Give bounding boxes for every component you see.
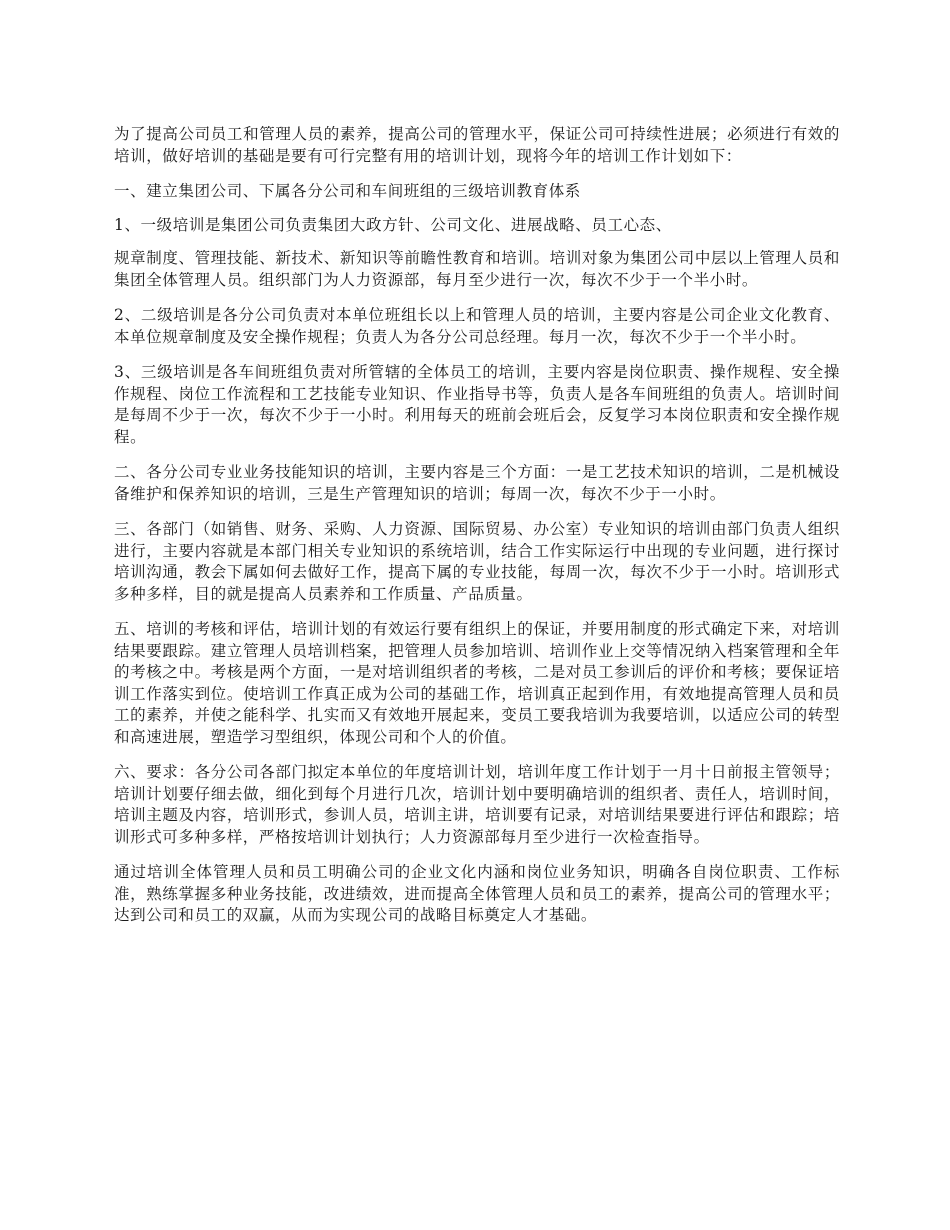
section-5-paragraph: 五、培训的考核和评估，培训计划的有效运行要有组织上的保证，并要用制度的形式确定下来，对培训结果要跟踪。建立管理人员培训档案，把管理人员参加培训、培训作业上交等情况纳入档案管理和全年的考核之中。考核是两个方面，一是对培训组织者的考核，二是对员工参训后的评价和考核；要保证培训工作落实到位。使培训工作真正成为公司的基础工作，培训真正起到作用，有效地提高管理人员和员工的素养，并使之能科学、扎实而又有效地开展起来，变员工要我培训为我要培训，以适应公司的转型和高速进展，塑造学习型组织，体现公司和个人的价值。 xyxy=(114,620,840,746)
level-1-training-paragraph: 1、一级培训是集团公司负责集团大政方针、公司文化、进展战略、员工心态、 xyxy=(114,215,672,234)
section-3-paragraph: 三、各部门（如销售、财务、采购、人力资源、国际贸易、办公室）专业知识的培训由部门负责人组织进行，主要内容就是本部门相关专业知识的系统培训，结合工作实际运行中出现的专业问题，进行探讨培训沟通，教会下属如何去做好工作，提高下属的专业技能，每周一次，每次不少于一小时。培训形式多种多样，目的就是提高人员素养和工作质量、产品质量。 xyxy=(114,520,840,603)
section-2-paragraph: 二、各分公司专业业务技能知识的培训，主要内容是三个方面：一是工艺技术知识的培训，二是机械设备维护和保养知识的培训，三是生产管理知识的培训；每周一次，每次不少于一小时。 xyxy=(114,463,840,503)
conclusion-paragraph: 通过培训全体管理人员和员工明确公司的企业文化内涵和岗位业务知识，明确各自岗位职责、工作标准，熟练掌握多种业务技能，改进绩效，进而提高全体管理人员和员工的素养，提高公司的管理水平；达到公司和员工的双赢，从而为实现公司的战略目标奠定人才基础。 xyxy=(114,863,840,924)
level-3-training-paragraph: 3、三级培训是各车间班组负责对所管辖的全体员工的培训，主要内容是岗位职责、操作规程、安全操作规程、岗位工作流程和工艺技能专业知识、作业指导书等，负责人是各车间班组的负责人。培训时间是每周不少于一次，每次不少于一小时。利用每天的班前会班后会，反复学习本岗位职责和安全操作规程。 xyxy=(114,363,840,446)
section-6-paragraph: 六、要求：各分公司各部门拟定本单位的年度培训计划，培训年度工作计划于一月十日前报主管领导；培训计划要仔细去做，细化到每个月进行几次，培训计划中要明确培训的组织者、责任人，培训时间，培训主题及内容，培训形式，参训人员，培训主讲，培训要有记录，对培训结果要进行评估和跟踪；培训形式可多种多样，严格按培训计划执行；人力资源部每月至少进行一次检查指导。 xyxy=(114,763,840,846)
section-heading-1: 一、建立集团公司、下属各分公司和车间班组的三级培训教育体系 xyxy=(114,182,581,200)
level-2-training-paragraph: 2、二级培训是各分公司负责对本单位班组长以上和管理人员的培训，主要内容是公司企业文化教育、本单位规章制度及安全操作规程；负责人为各分公司总经理。每月一次，每次不少于一个半小时。 xyxy=(114,306,840,346)
document-body xyxy=(114,124,840,941)
intro-paragraph: 为了提高公司员工和管理人员的素养，提高公司的管理水平，保证公司可持续性进展；必须进行有效的培训，做好培训的基础是要有可行完整有用的培训计划，现将今年的培训工作计划如下： xyxy=(114,125,840,165)
level-1-training-continued-paragraph: 规章制度、管理技能、新技术、新知识等前瞻性教育和培训。培训对象为集团公司中层以上管理人员和集团全体管理人员。组织部门为人力资源部，每月至少进行一次，每次不少于一个半小时。 xyxy=(114,249,840,289)
